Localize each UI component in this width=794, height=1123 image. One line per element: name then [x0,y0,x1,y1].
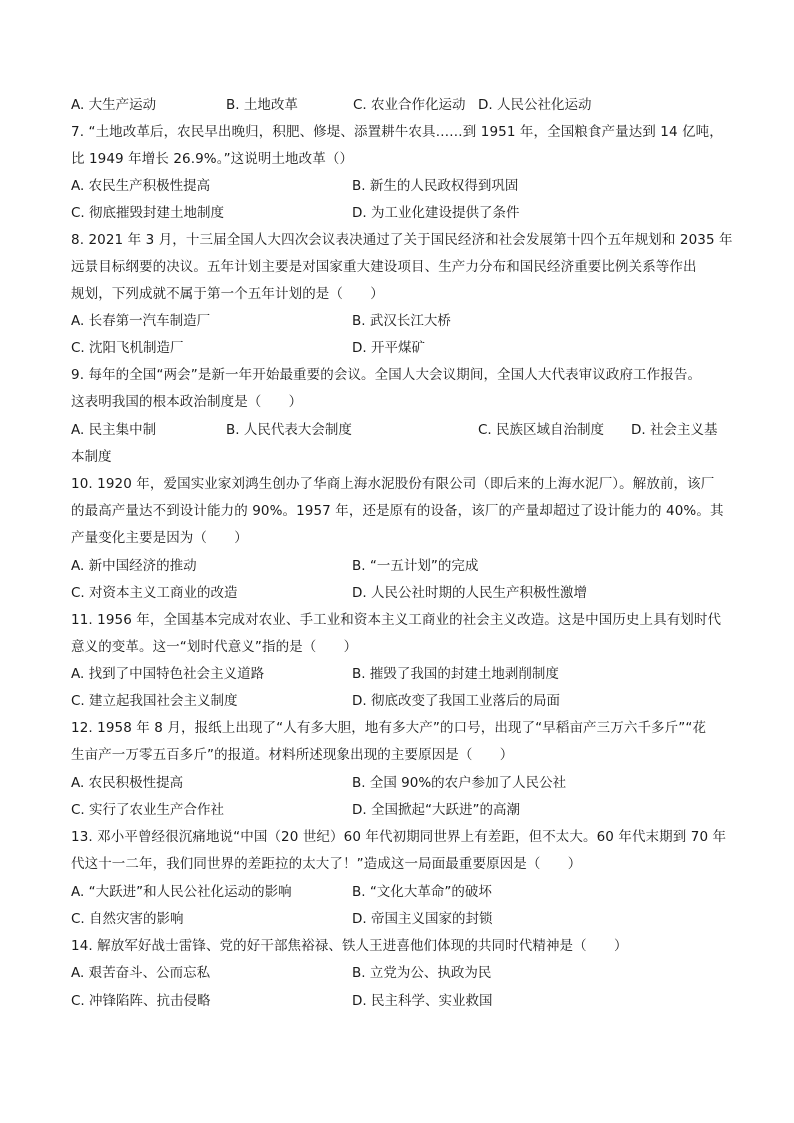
question-11-stem-line-1: 11. 1956 年，全国基本完成对农业、手工业和资本主义工商业的社会主义改造。这是中国历史上具有划时代 [71,612,722,628]
question-9-stem-line-2: 这表明我国的根本政治制度是（ ） [71,394,303,410]
question-10-option-c: C. 对资本主义工商业的改造 [71,585,238,601]
q6-option-a: A. 大生产运动 [71,97,157,113]
question-9-option-b: B. 人民代表大会制度 [226,422,352,438]
q6-option-d: D. 人民公社化运动 [478,97,592,113]
question-9-stem-line-1: 9. 每年的全国“两会”是新一年开始最重要的会议。全国人大会议期间，全国人大代表审议政府工作报告。 [71,367,702,383]
question-13-stem-line-1: 13. 邓小平曾经很沉痛地说“中国（20 世纪）60 年代初期同世界上有差距，但不太大。60 年代末期到 70 年 [71,829,727,845]
question-7-option-d: D. 为工业化建设提供了条件 [352,205,520,221]
question-10-option-b: B. “一五计划”的完成 [352,558,479,574]
question-12-stem-line-1: 12. 1958 年 8 月，报纸上出现了“人有多大胆，地有多大产”的口号，出现了“早稻亩产三万六千多斤”“花 [71,720,707,736]
question-9-option-d-continued: 本制度 [71,449,112,465]
question-9-option-a: A. 民主集中制 [71,422,157,438]
question-8-option-c: C. 沈阳飞机制造厂 [71,340,184,356]
question-7-stem-line-2: 比 1949 年增长 26.9%。”这说明土地改革（） [71,151,354,167]
question-14-stem-line-1: 14. 解放军好战士雷锋、党的好干部焦裕禄、铁人王进喜他们体现的共同时代精神是（ ） [71,938,628,954]
question-13-option-c: C. 自然灾害的影响 [71,911,184,927]
question-7-option-b: B. 新生的人民政权得到巩固 [352,178,519,194]
question-13-option-d: D. 帝国主义国家的封锁 [352,911,493,927]
question-12-option-c: C. 实行了农业生产合作社 [71,802,225,818]
question-12-option-d: D. 全国掀起“大跃进”的高潮 [352,802,520,818]
question-13-option-b: B. “文化大革命”的破坏 [352,884,492,900]
question-10-stem-line-2: 的最高产量达不到设计能力的 90%。1957 年，还是原有的设备，该厂的产量却超过了设计能力的 40%。其 [71,503,724,519]
question-14-option-a: A. 艰苦奋斗、公而忘私 [71,965,211,981]
question-9-option-c: C. 民族区域自治制度 [478,422,605,438]
question-8-stem-line-3: 规划，下列成就不属于第一个五年计划的是（ ） [71,286,384,302]
question-14-option-d: D. 民主科学、实业救国 [352,993,493,1009]
question-11-option-b: B. 摧毁了我国的封建土地剥削制度 [352,666,559,682]
question-11-option-d: D. 彻底改变了我国工业落后的局面 [352,693,560,709]
question-11-option-a: A. 找到了中国特色社会主义道路 [71,666,265,682]
question-8-option-d: D. 开平煤矿 [352,340,425,356]
question-10-option-d: D. 人民公社时期的人民生产积极性激增 [352,585,587,601]
question-12-option-b: B. 全国 90%的农户参加了人民公社 [352,775,567,791]
question-13-stem-line-2: 代这十一二年，我们同世界的差距拉的太大了！”造成这一局面最重要原因是（ ） [71,856,582,872]
question-8-option-b: B. 武汉长江大桥 [352,313,451,329]
question-7-option-c: C. 彻底摧毁封建土地制度 [71,205,225,221]
question-11-stem-line-2: 意义的变革。这一“划时代意义”指的是（ ） [71,639,358,655]
question-12-stem-line-2: 生亩产一万零五百多斤”的报道。材料所述现象出现的主要原因是（ ） [71,747,514,763]
q6-option-c: C. 农业合作化运动 [353,97,466,113]
question-10-stem-line-1: 10. 1920 年，爱国实业家刘鸿生创办了华商上海水泥股份有限公司（即后来的上海水泥厂）。解放前，该厂 [71,476,715,492]
question-7-stem-line-1: 7. “土地改革后，农民早出晚归，积肥、修堤、添置耕牛农具……到 1951 年，全国粮食产量达到 14 亿吨， [71,124,723,140]
question-7-option-a: A. 农民生产积极性提高 [71,178,211,194]
question-8-option-a: A. 长春第一汽车制造厂 [71,313,211,329]
question-14-option-c: C. 冲锋陷阵、抗击侵略 [71,993,211,1009]
question-9-option-d: D. 社会主义基 [631,422,718,438]
question-11-option-c: C. 建立起我国社会主义制度 [71,693,238,709]
question-14-option-b: B. 立党为公、执政为民 [352,965,492,981]
question-12-option-a: A. 农民积极性提高 [71,775,184,791]
question-8-stem-line-1: 8. 2021 年 3 月，十三届全国人大四次会议表决通过了关于国民经济和社会发展第十四个五年规划和 2035 年 [71,232,733,248]
question-10-option-a: A. 新中国经济的推动 [71,558,197,574]
question-8-stem-line-2: 远景目标纲要的决议。五年计划主要是对国家重大建设项目、生产力分布和国民经济重要比例关系等作出 [71,259,697,275]
question-10-stem-line-3: 产量变化主要是因为（ ） [71,530,248,546]
question-13-option-a: A. “大跃进”和人民公社化运动的影响 [71,884,292,900]
q6-option-b: B. 土地改革 [226,97,298,113]
